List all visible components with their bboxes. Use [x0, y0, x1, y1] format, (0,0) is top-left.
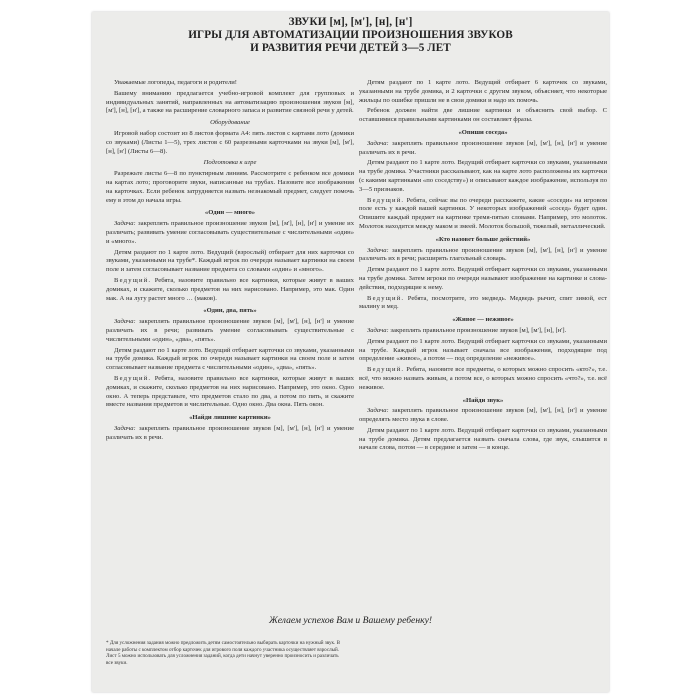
- footnote: [106, 640, 346, 666]
- game-1-rules: Детям раздают по 1 карте лото. Ведущий (взрослый) отбирает для них карточки со звуками, указанными на трубе*. Каждый игрок по очереди называет картинки на своем поле и затем согласовывает название предмета со словами «один» и «много».: [106, 248, 354, 274]
- title-line-3: И РАЗВИТИЯ РЕЧИ ДЕТЕЙ 3—5 ЛЕТ: [250, 42, 451, 54]
- game-6-task: Задача: закреплять правильное произношение звуков [м], [м'], [н], [н'].: [367, 326, 567, 334]
- game-7-task: Задача: закреплять правильное произношение звуков [м], [м'], [н], [н'] и умение определять место звука в слове.: [359, 407, 607, 424]
- game-3-title: «Найди лишние картинки»: [189, 414, 271, 422]
- right-column: [359, 79, 607, 455]
- game-3-rules: Детям раздают по 1 карте лото. Ведущий отбирает 6 карточек со звуками, указанными на трубе домика, и 2 карточки с другим звуком, объясняет, что некоторые жильцы по ошибке пришли не в свои домики и надо их помочь.: [359, 79, 607, 104]
- game-6-rules: Детям раздают по 1 карте лото. Ведущий отбирает карточки со звуками, указанными на трубе. Каждый игрок называет сначала все изображения, подходящие под определение «живое», а потом — под определение «неживое».: [359, 337, 607, 363]
- game-2-task: Задача: закреплять правильное произношение звуков [м], [м'], [н], [н'] и умение различать их в речи; развивать умение согласовывать существительные с числительными «один», «два», «пять».: [106, 318, 354, 343]
- game-5-leader: Ведущий. Ребята, посмотрите, это медведь. Медведь рычит, спит зимой, ест малину и мед.: [359, 294, 607, 311]
- preparation-paragraph: Разрежьте листы 6—8 по пунктирным линиям. Рассмотрите с ребенком все домики на картах лото; проговорите звуки, написанные на трубах. Назовите все изображения на карточках. Если ребенок затрудняется назвать незнакомый предмет, следует помочь ему в этом до начала игры.: [106, 170, 354, 204]
- greeting: Уважаемые логопеды, педагоги и родители!: [114, 79, 237, 86]
- game-4-rules: Детям раздают по 1 карте лото. Ведущий отбирает карточки со звуками, указанными на трубе домика. Участники рассказывают, как на карте лото расположены их карточки (с какими картинками «по соседству») и описывают каждое изображение, используя по 3—5 признаков.: [359, 159, 607, 193]
- left-column: [106, 79, 354, 444]
- game-5-rules: Детям раздают по 1 карте лото. Ведущий отбирает карточки со звуками, указанными на трубе домика. Затем игроки по очереди называют изображение на картинке и слова-действия, подходящие к нему.: [359, 266, 607, 291]
- title-line-1: ЗВУКИ [м], [м'], [н], [н']: [288, 16, 413, 28]
- game-7-rules: Детям раздают по 1 карте лото. Ведущий отбирает карточки со звуками, указанными на трубе домика. Детям предлагается назвать сначала слова, где звук, слышится в начале слова, потом — в середине и затем — в конце.: [359, 426, 607, 452]
- game-5-title: «Кто назовет больше действий»: [435, 235, 531, 243]
- title-line-2: ИГРЫ ДЛЯ АВТОМАТИЗАЦИИ ПРОИЗНОШЕНИЯ ЗВУКОВ: [188, 29, 513, 41]
- game-6-title: «Живое — неживое»: [452, 316, 514, 324]
- game-4-task: Задача: закреплять правильное произношение звуков [м], [м'], [н], [н'] и умение различать их в речи.: [359, 139, 607, 156]
- game-2-rules: Детям раздают по 1 карте лото. Ведущий отбирает карточки со звуками, указанными на трубе домика. Каждый игрок по очереди называет картинки на своем поле и затем согласовывает название предмета с числительными «один», «два», «пять».: [106, 346, 354, 372]
- equipment-paragraph: Игровой набор состоит из 8 листов формата А4: пять листов с картами лото (домики со звуками) (Листы 1—5), трех листов с 60 разрезными карточками на звуки [м], [м'], [н], [н'] (Листы 6—8).: [106, 129, 354, 155]
- equipment-heading: Оборудование: [210, 119, 250, 127]
- intro-paragraph: Вашему вниманию предлагается учебно-игровой комплект для групповых и индивидуальных занятий, направленных на автоматизацию произношения звуков [м], [м'], [н], [н'], а также на расширение словарного запаса и развитие связной речи у детей.: [106, 89, 354, 115]
- game-4-title: «Опиши соседа»: [458, 128, 508, 136]
- game-4-leader: Ведущий. Ребята, сейчас вы по очереди расскажете, какие «соседи» на игровом поле есть у каждой вашей картинки. У некоторых изображений «сосед» будет один. Опишите каждый предмет на картинке тремя-пятью словами. Например, это молоток. Молоток находится между маком и змеей. Молоток большой, тяжелый, металлический.: [359, 196, 607, 230]
- instruction-sheet: [92, 12, 609, 692]
- footnote-text: * Для усложнения задания можно предложить детям самостоятельно выбирать карточки на нужный звук. В начале работы с комплектом отбор карточек для игрового поля каждого участника осуществляет взрослый. Лист 5 можно использовать для усложнения заданий, когда дети начнут уверенно произносить и различать все звуки.: [106, 640, 340, 666]
- game-3-task: Задача: закреплять правильное произношение звуков [м], [м'], [н], [н'] и умение различать их в речи.: [106, 424, 354, 441]
- game-3-rules-2: Ребенок должен найти две лишние картинки и объяснить свой выбор. С оставшимися правильными картинками он составляет фразы.: [359, 107, 607, 124]
- game-1-task: Задача: закреплять правильное произношение звуков [м], [м'], [н], [н'] и умение их различать; развивать умение согласовывать существительные с числительными «один» и «много».: [106, 220, 354, 245]
- closing-wish: Желаем успехов Вам и Вашему ребенку!: [268, 615, 433, 626]
- game-5-task: Задача: закреплять правильное произношение звуков [м], [м'], [н], [н'] и умение различать их в речи; расширять глагольный словарь.: [359, 246, 607, 263]
- game-2-title: «Один, два, пять»: [203, 307, 257, 315]
- page-title: [92, 16, 609, 55]
- preparation-heading: Подготовка к игре: [203, 159, 257, 167]
- game-6-leader: Ведущий. Ребята, назовите все предметы, о которых можно спросить «кто?», т.е. всё, что можно назвать живым, а потом все, о которых можно спросить «что?», т.е. всё неживое.: [359, 366, 607, 391]
- game-1-title: «Один — много»: [204, 209, 256, 217]
- game-7-title: «Найди звук»: [462, 396, 504, 404]
- game-2-leader: Ведущий. Ребята, назовите правильно все картинки, которые живут в ваших домиках, и скажите, сколько предметов на них нарисовано. Например, это окно. Одно окно. А теперь представьте, что предметов стало по два, а потом по пять, и скажите вместе названия предметов и числительные. Одно окно. Два окна. Пять окон.: [106, 374, 354, 409]
- game-1-leader: Ведущий. Ребята, назовите правильно все картинки, которые живут в ваших домиках, и скажите, сколько предметов на них нарисовано. Например, это мак. Один мак. А на лугу растет много … (маков).: [106, 276, 354, 302]
